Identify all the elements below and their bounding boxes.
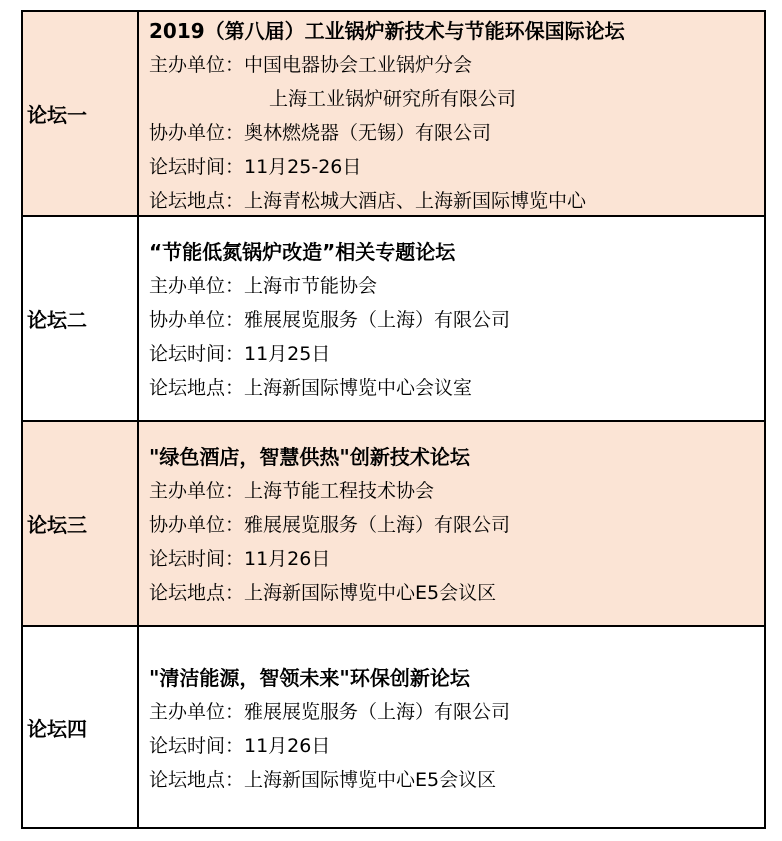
co-organizer-line: 协办单位：奥林燃烧器（无锡）有限公司	[149, 122, 492, 144]
forum-time-line: 论坛时间：11月25-26日	[149, 156, 362, 178]
co-organizer-line: 协办单位：雅展展览服务（上海）有限公司	[149, 514, 511, 536]
forum-details	[149, 235, 760, 405]
forum-label: 论坛三	[23, 422, 139, 625]
forum-time-line: 论坛时间：11月26日	[149, 548, 331, 570]
forum-venue-line: 论坛地点：上海新国际博览中心E5会议区	[149, 582, 497, 604]
forum-title: “节能低氮锅炉改造”相关专题论坛	[149, 240, 456, 264]
forum-label: 论坛二	[23, 217, 139, 420]
forum-details	[149, 661, 760, 797]
forum-venue-line: 论坛地点：上海新国际博览中心E5会议区	[149, 769, 497, 791]
forum-row-1	[23, 12, 764, 217]
forum-row-4	[23, 627, 764, 827]
forum-title: "清洁能源，智领未来"环保创新论坛	[149, 666, 470, 690]
forum-table	[21, 10, 766, 829]
forum-time-line: 论坛时间：11月25日	[149, 343, 331, 365]
organizer-line: 主办单位：上海市节能协会	[149, 275, 378, 297]
forum-label: 论坛一	[23, 12, 139, 215]
forum-label: 论坛四	[23, 627, 139, 827]
organizer-line: 主办单位：雅展展览服务（上海）有限公司	[149, 701, 511, 723]
forum-details	[149, 440, 760, 610]
organizer-line: 主办单位：中国电器协会工业锅炉分会	[149, 54, 473, 76]
forum-venue-line: 论坛地点：上海新国际博览中心会议室	[149, 377, 473, 399]
organizer-line: 主办单位：上海节能工程技术协会	[149, 480, 435, 502]
forum-venue-line: 论坛地点：上海青松城大酒店、上海新国际博览中心	[149, 190, 587, 212]
forum-title: "绿色酒店，智慧供热"创新技术论坛	[149, 445, 470, 469]
forum-row-3	[23, 422, 764, 627]
forum-details	[149, 14, 760, 218]
forum-title: 2019（第八届）工业锅炉新技术与节能环保国际论坛	[149, 19, 625, 43]
forum-time-line: 论坛时间：11月26日	[149, 735, 331, 757]
forum-row-2	[23, 217, 764, 422]
organizer-line-continued: 上海工业锅炉研究所有限公司	[269, 88, 517, 110]
co-organizer-line: 协办单位：雅展展览服务（上海）有限公司	[149, 309, 511, 331]
